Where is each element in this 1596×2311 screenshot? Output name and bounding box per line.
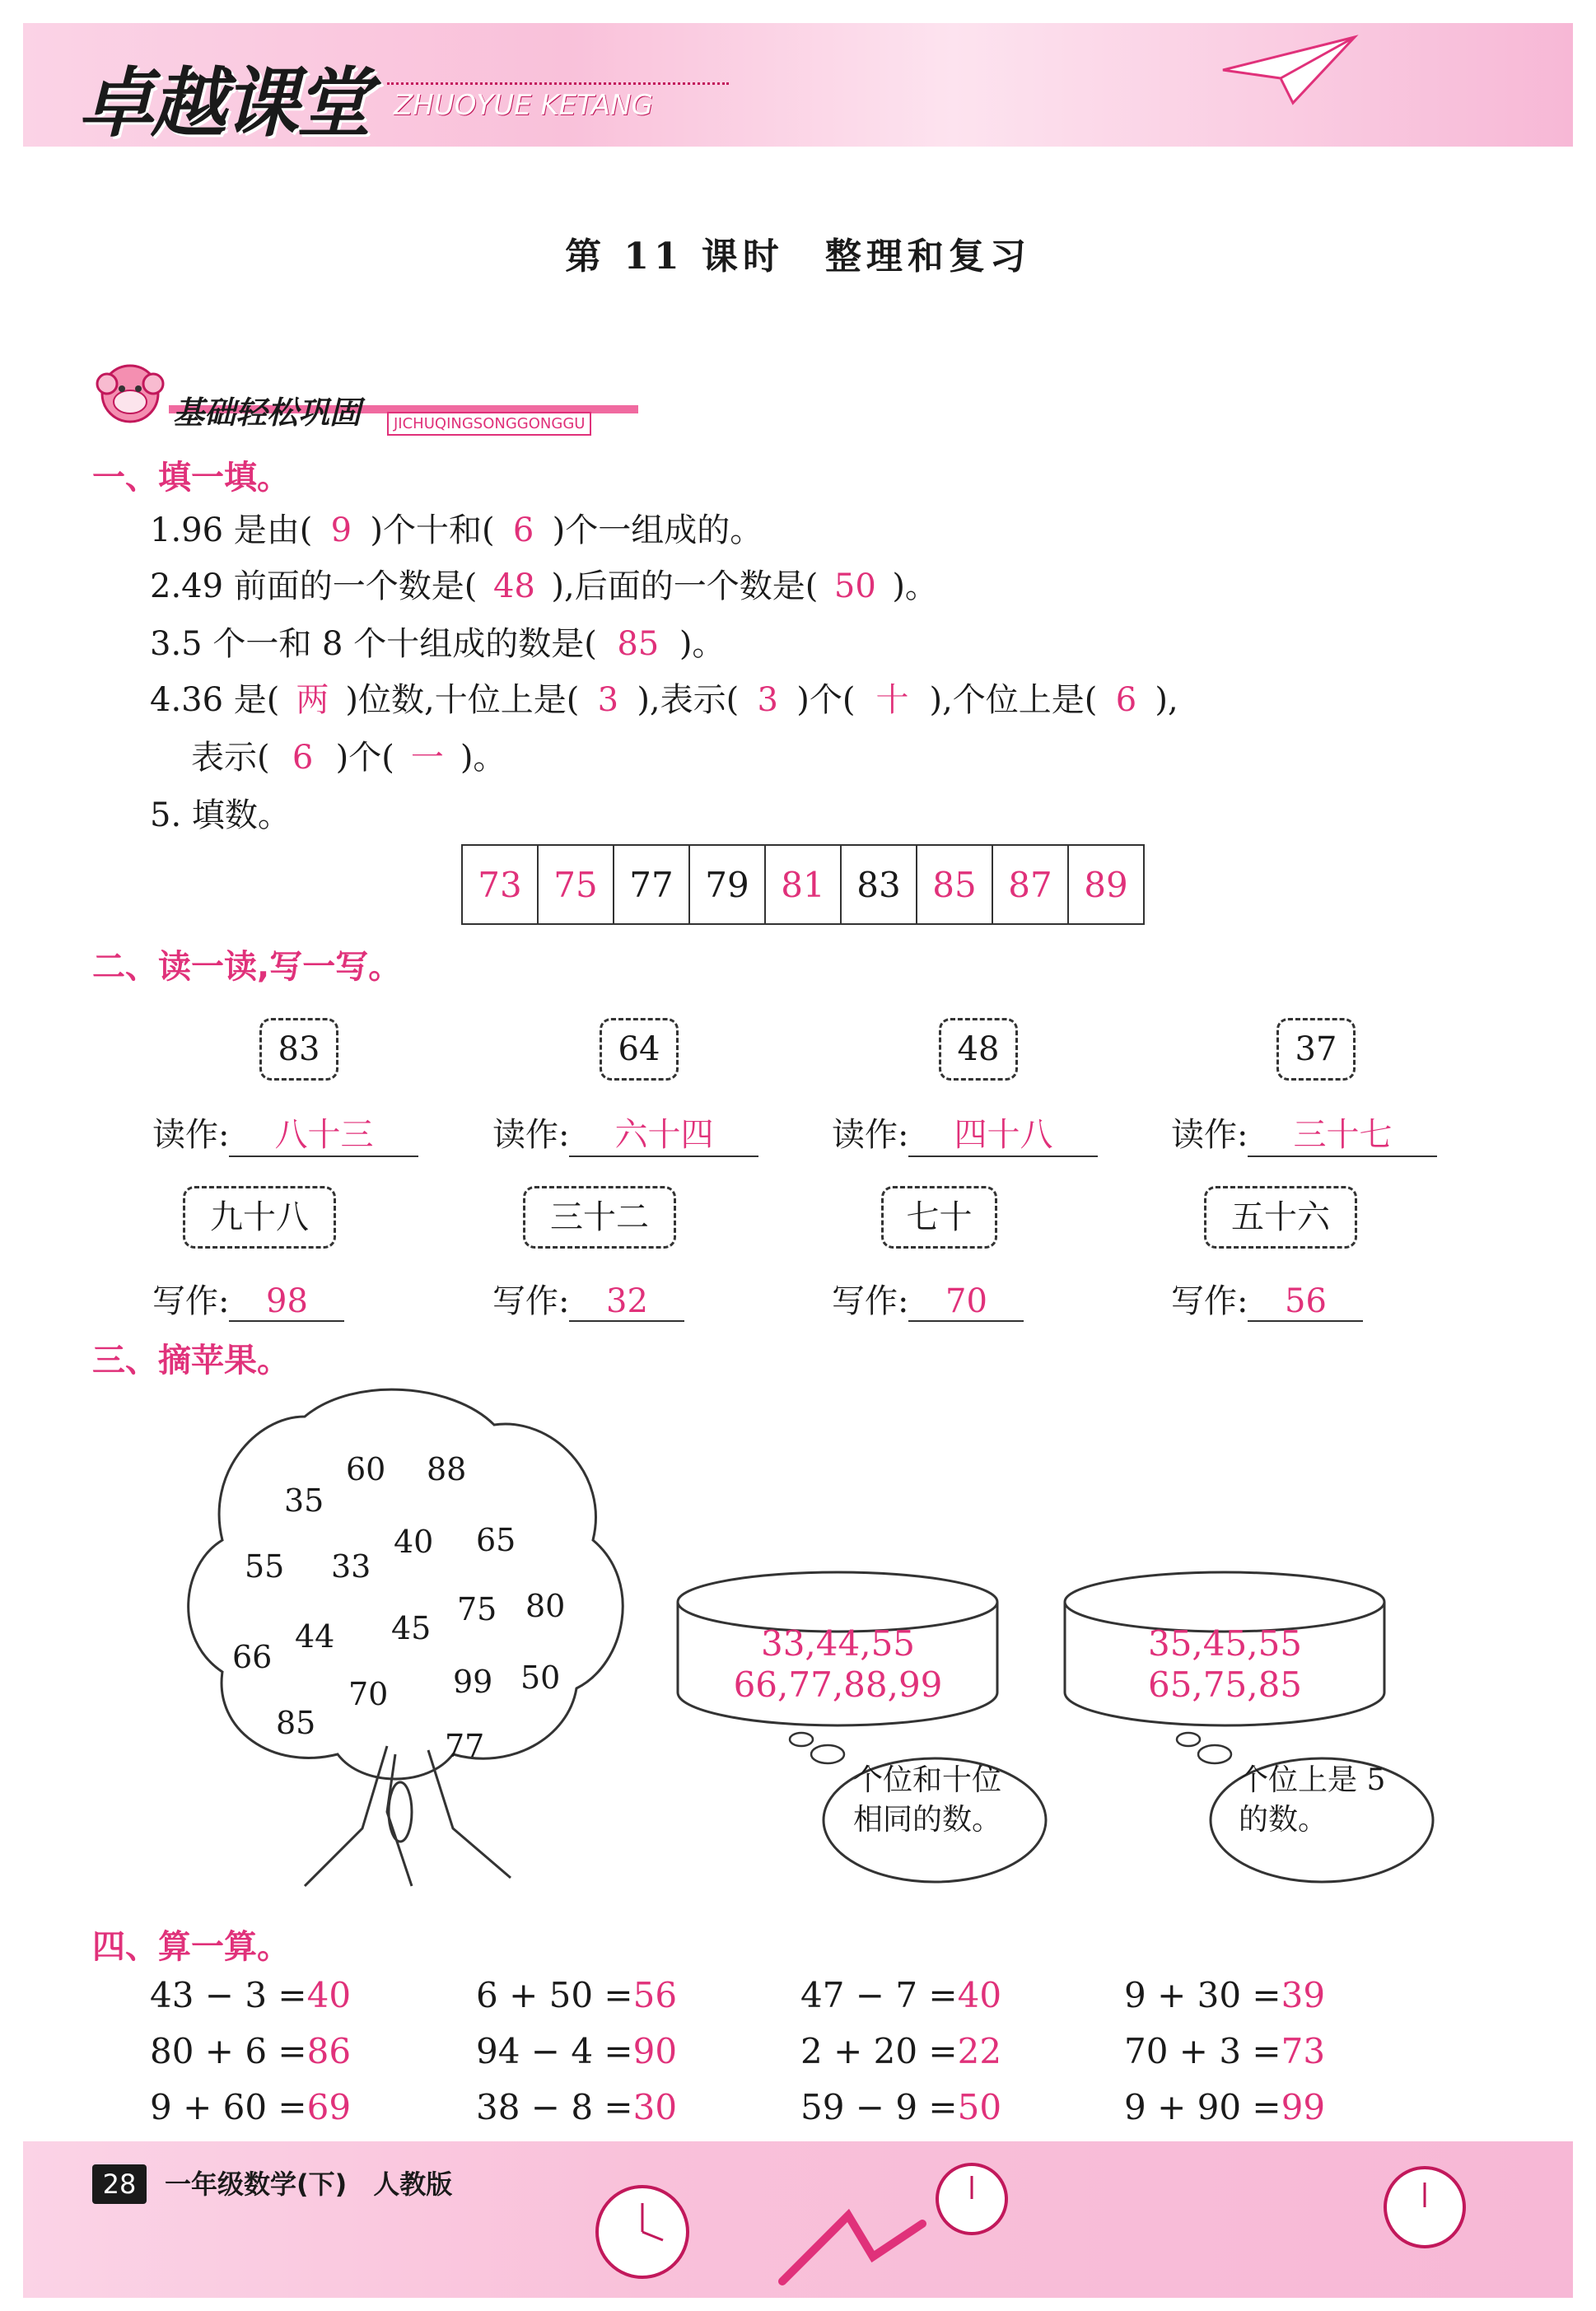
calc-answer: 90 [632, 2031, 678, 2071]
thought-1-line-2: 相同的数。 [853, 1803, 1002, 1837]
write-label: 写作: [152, 1282, 230, 1320]
q1-answer: 6 [292, 739, 314, 777]
calc-item [150, 2031, 351, 2071]
q1-answer: 85 [617, 625, 660, 663]
seq-cell: 79 [689, 845, 765, 924]
write-answer: 98 [229, 1282, 344, 1322]
calc-answer: 30 [632, 2087, 678, 2127]
write-label: 写作: [492, 1282, 570, 1320]
seq-cell: 75 [538, 845, 614, 924]
read-label: 读作: [832, 1116, 909, 1154]
calc-expr: 2 + 20 = [800, 2031, 958, 2071]
calc-answer: 40 [306, 1975, 352, 2015]
apple: 55 [245, 1548, 285, 1585]
calc-item [476, 1975, 677, 2015]
calc-item [476, 2031, 677, 2071]
calc-answer: 22 [957, 2031, 1002, 2071]
q1-text: 2.49 前面的一个数是( [150, 567, 478, 605]
q1-item-4b [191, 731, 506, 778]
write-answer: 56 [1248, 1282, 1363, 1322]
calc-item [1124, 2031, 1325, 2071]
read-label: 读作: [152, 1116, 230, 1154]
q1-text: 3.5 个一和 8 个十组成的数是( [150, 625, 597, 663]
calc-expr: 94 − 4 = [476, 2031, 633, 2071]
calc-answer: 39 [1281, 1975, 1326, 2015]
apple: 66 [232, 1639, 273, 1675]
calc-expr: 70 + 3 = [1124, 2031, 1281, 2071]
read-row-2 [492, 1109, 758, 1157]
read-answer: 六十四 [569, 1109, 758, 1157]
write-label: 写作: [1171, 1282, 1248, 1320]
book-label: 一年级数学(下) 人教版 [165, 2169, 453, 2200]
write-label: 写作: [832, 1282, 909, 1320]
q1-text: )个十和( [370, 511, 495, 549]
calc-item [476, 2087, 677, 2127]
calc-item [150, 1975, 351, 2015]
section-label: 基础轻松巩固 [173, 395, 362, 431]
read-answer: 四十八 [908, 1109, 1098, 1157]
apple: 40 [394, 1524, 434, 1560]
q1-item-4 [150, 674, 1178, 721]
basket-2-line-1: 35,45,55 [1147, 1623, 1303, 1664]
q1-text: )个( [796, 681, 856, 719]
apple: 50 [520, 1660, 561, 1696]
read-row-3 [832, 1109, 1098, 1157]
apple: 35 [284, 1482, 324, 1519]
read-row-1 [152, 1109, 418, 1157]
calc-answer: 99 [1281, 2087, 1326, 2127]
calc-expr: 47 − 7 = [800, 1975, 958, 2015]
q1-text: )个一组成的。 [552, 511, 763, 549]
q1-text: )。 [679, 625, 726, 663]
q1-text: ),表示( [637, 681, 740, 719]
seq-cell: 81 [765, 845, 841, 924]
basket-1-line-1: 33,44,55 [760, 1623, 916, 1664]
word-box: 五十六 [1204, 1186, 1357, 1249]
number-box: 83 [259, 1018, 338, 1081]
number-box: 64 [600, 1018, 679, 1081]
word-box: 三十二 [523, 1186, 676, 1249]
apple: 65 [476, 1522, 516, 1558]
apple: 60 [346, 1451, 386, 1487]
calc-expr: 6 + 50 = [476, 1975, 633, 2015]
q1-item-1 [150, 504, 763, 551]
calc-item [800, 2087, 1001, 2127]
q1-answer: 6 [1115, 681, 1137, 719]
q1-text: 1.96 是由( [150, 511, 313, 549]
q1-item-2 [150, 560, 938, 607]
q1-text: ),个位上是( [929, 681, 1098, 719]
section-sublabel: JICHUQINGSONGGONGGU [387, 412, 591, 436]
apple: 77 [445, 1728, 485, 1764]
word-box: 九十八 [183, 1186, 336, 1249]
apple: 70 [348, 1676, 389, 1712]
number-sequence [461, 844, 1145, 925]
write-row-2 [492, 1275, 684, 1322]
seq-cell: 87 [992, 845, 1068, 924]
q1-text: )。 [892, 567, 938, 605]
apple: 99 [453, 1664, 493, 1700]
page-number: 28 [92, 2164, 147, 2204]
calc-expr: 9 + 60 = [150, 2087, 307, 2127]
write-row-4 [1171, 1275, 1363, 1322]
q1-text: )位数,十位上是( [345, 681, 580, 719]
q1-answer: 两 [296, 681, 329, 719]
number-box: 48 [939, 1018, 1018, 1081]
apple: 75 [457, 1591, 497, 1627]
apple: 88 [427, 1451, 467, 1487]
basket-1-line-2: 66,77,88,99 [733, 1664, 943, 1705]
calc-item [800, 1975, 1001, 2015]
calc-expr: 9 + 30 = [1124, 1975, 1281, 2015]
number-box: 37 [1276, 1018, 1356, 1081]
q1-answer: 9 [330, 511, 352, 549]
write-row-3 [832, 1275, 1024, 1322]
q1-answer: 6 [512, 511, 534, 549]
read-label: 读作: [492, 1116, 570, 1154]
write-row-1 [152, 1275, 344, 1322]
calc-expr: 9 + 90 = [1124, 2087, 1281, 2127]
page-title: 第 11 课时 整理和复习 [565, 236, 1031, 278]
calc-answer: 69 [306, 2087, 352, 2127]
read-label: 读作: [1171, 1116, 1248, 1154]
q1-item-5: 5. 填数。 [150, 796, 291, 834]
clock-icon [576, 2158, 1565, 2298]
read-answer: 三十七 [1248, 1109, 1437, 1157]
calc-expr: 43 − 3 = [150, 1975, 307, 2015]
q1-answer: 50 [833, 567, 876, 605]
seq-cell: 89 [1068, 845, 1144, 924]
thought-1-line-1: 个位和十位 [853, 1763, 1002, 1797]
monkey-icon [89, 352, 171, 435]
seq-cell: 85 [917, 845, 992, 924]
q1-text: 4.36 是( [150, 681, 280, 719]
q1-answer: 48 [492, 567, 535, 605]
logo: 卓越课堂 [78, 59, 369, 147]
q1-text: )个( [335, 739, 394, 777]
q1-item-3 [150, 618, 725, 665]
q1-heading: 一、填一填。 [92, 459, 290, 497]
thought-2-line-1: 个位上是 5 [1239, 1763, 1386, 1797]
word-box: 七十 [881, 1186, 997, 1249]
calc-expr: 59 − 9 = [800, 2087, 958, 2127]
read-row-4 [1171, 1109, 1437, 1157]
calc-expr: 80 + 6 = [150, 2031, 307, 2071]
seq-cell: 83 [841, 845, 917, 924]
logo-subtitle: ZHUOYUE KETANG [394, 89, 653, 122]
q1-answer: 3 [597, 681, 619, 719]
basket-2-line-2: 65,75,85 [1147, 1664, 1303, 1705]
paper-plane-icon [1219, 33, 1359, 107]
header-dotted-line [387, 82, 729, 85]
q1-answer: 十 [875, 681, 909, 719]
q1-text: )。 [460, 739, 506, 777]
thought-2-line-2: 的数。 [1239, 1803, 1328, 1837]
q1-text: 表示( [191, 739, 270, 777]
apple: 80 [525, 1588, 566, 1624]
calc-item [800, 2031, 1001, 2071]
calc-expr: 38 − 8 = [476, 2087, 633, 2127]
apple: 45 [391, 1610, 432, 1646]
calc-answer: 56 [632, 1975, 678, 2015]
calc-answer: 40 [957, 1975, 1002, 2015]
q3-heading: 三、摘苹果。 [92, 1342, 290, 1380]
calc-answer: 86 [306, 2031, 352, 2071]
calc-answer: 73 [1281, 2031, 1326, 2071]
read-answer: 八十三 [229, 1109, 418, 1157]
calc-item [1124, 1975, 1325, 2015]
seq-cell: 77 [614, 845, 689, 924]
write-answer: 70 [908, 1282, 1024, 1322]
calc-item [150, 2087, 351, 2127]
calc-item [1124, 2087, 1325, 2127]
calc-answer: 50 [957, 2087, 1002, 2127]
seq-cell: 73 [462, 845, 538, 924]
q1-answer: 一 [410, 739, 444, 777]
q2-heading: 二、读一读,写一写。 [92, 948, 402, 986]
write-answer: 32 [569, 1282, 684, 1322]
q4-heading: 四、算一算。 [92, 1928, 290, 1966]
apple: 33 [331, 1548, 371, 1585]
apple: 85 [276, 1705, 316, 1741]
q1-text: ),后面的一个数是( [551, 567, 819, 605]
apple: 44 [295, 1618, 335, 1655]
q1-text: ), [1155, 681, 1178, 719]
q1-answer: 3 [757, 681, 778, 719]
